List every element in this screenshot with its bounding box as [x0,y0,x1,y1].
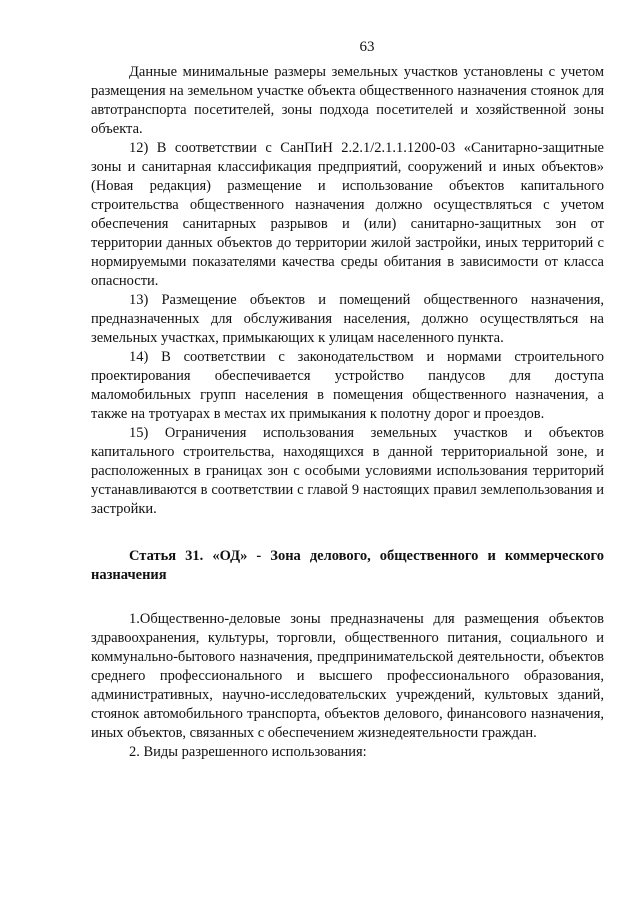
paragraph-item-12: 12) В соответствии с СанПиН 2.2.1/2.1.1.1200-03 «Санитарно-защитные зоны и санитарная классификация предприятий, сооружений и иных объектов» (Новая редакция) размещение и использование объектов капитального строительства общественного назначения должно осуществляться с учетом обеспечения санитарных разрывов и (или) санитарно-защитных зон от территории данных объектов до территории жилой застройки, иных территорий с нормируемыми показателями качества среды обитания в зависимости от класса опасности. [91,140,604,289]
paragraph-item-13: 13) Размещение объектов и помещений общественного назначения, предназначенных для обслуживания населения, должно осуществляться на земельных участках, примыкающих к улицам населенного пункта. [91,292,604,346]
article-31-heading: Статья 31. «ОД» - Зона делового, общественного и коммерческого назначения [91,548,604,583]
document-body [91,63,604,762]
paragraph-min-plot-sizes: Данные минимальные размеры земельных участков установлены с учетом размещения на земельном участке объекта общественного назначения стоянок для автотранспорта посетителей, зоны подхода посетителей и хозяйственной зоны объекта. [91,64,604,137]
paragraph-item-15: 15) Ограничения использования земельных участков и объектов капитального строительства, находящихся в данной территориальной зоне, и расположенных в границах зон с особыми условиями использования территорий устанавливаются в соответствии с главой 9 настоящих правил землепользования и застройки. [91,425,604,517]
page-number: 63 [359,39,375,55]
paragraph-permitted-uses: 2. Виды разрешенного использования: [129,744,367,760]
section-spacer [91,585,604,610]
paragraph-zone-purpose: 1.Общественно-деловые зоны предназначены для размещения объектов здравоохранения, культуры, торговли, общественного питания, социального и коммунально-бытового назначения, предпринимательской деятельности, объектов среднего профессионального и высшего профессионального образования, административных, научно-исследовательских учреждений, культовых зданий, стоянок автомобильного транспорта, объектов делового, финансового назначения, иных объектов, связанных с обеспечением жизнедеятельности граждан. [91,611,604,741]
paragraph-item-14: 14) В соответствии с законодательством и нормами строительного проектирования обеспечивается устройство пандусов для доступа маломобильных групп населения в помещения общественного назначения, а также на тротуарах в местах их примыкания к полотну дорог и проездов. [91,349,604,422]
